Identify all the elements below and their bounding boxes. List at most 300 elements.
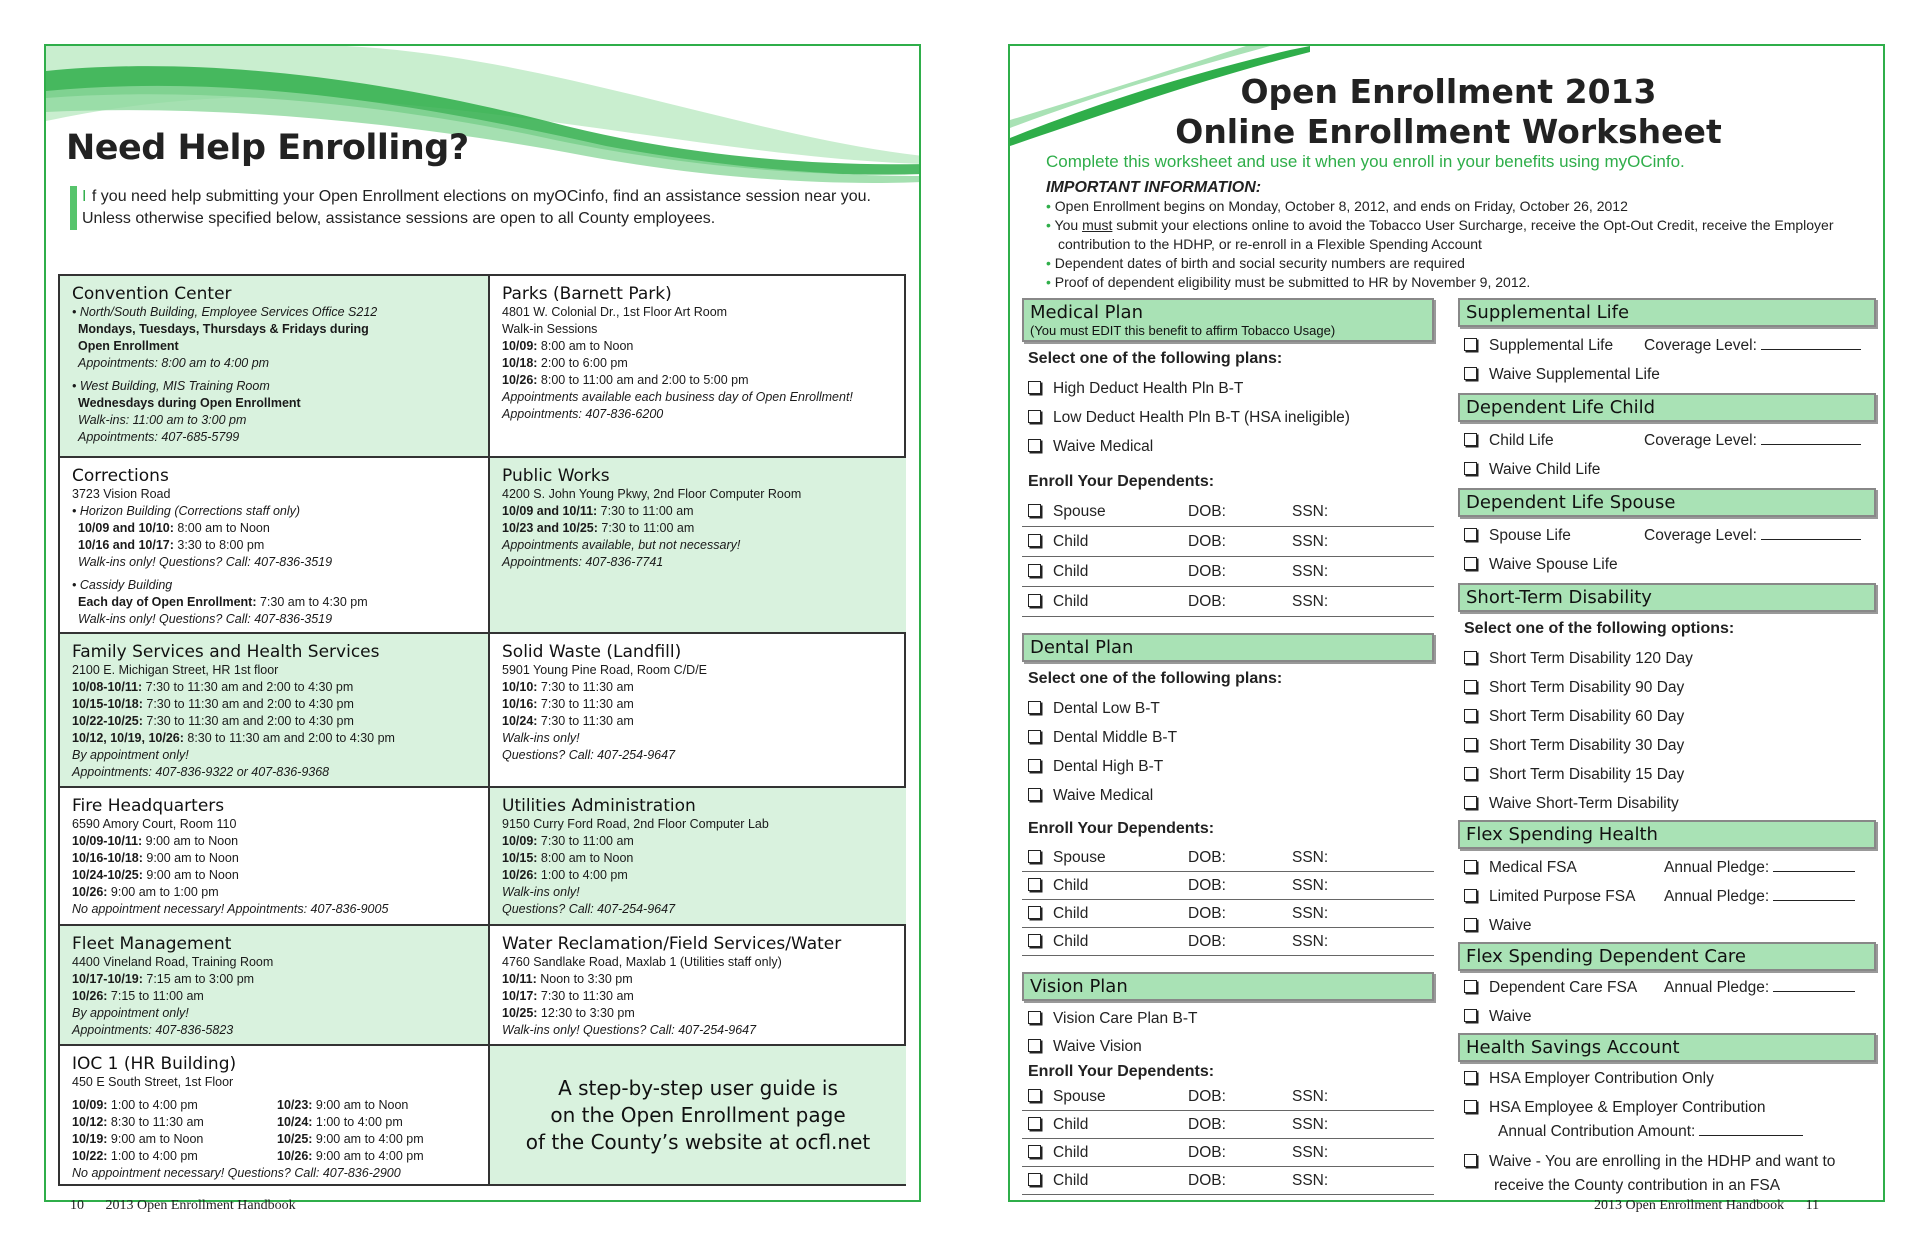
checkbox[interactable]	[1464, 796, 1477, 809]
ssn-field[interactable]: SSN:	[1292, 503, 1329, 520]
option-waive-fsa-health[interactable]	[1458, 911, 1876, 940]
option-label: Spouse Life	[1489, 527, 1571, 544]
session-time: 8:00 am to Noon	[537, 339, 634, 353]
option-hsa-employee-employer[interactable]	[1458, 1096, 1876, 1120]
annual-contribution-field[interactable]	[1458, 1120, 1876, 1144]
session-time: 8:00 am to Noon	[173, 521, 270, 535]
dependent-type: Child	[1053, 593, 1089, 610]
option-medical-fsa[interactable]	[1458, 853, 1876, 882]
session-time: 1:00 to 4:00 pm	[107, 1098, 198, 1112]
vision-dependent-child[interactable]	[1022, 1167, 1434, 1195]
dental-dependent-child[interactable]	[1022, 900, 1434, 928]
checkbox[interactable]	[1464, 338, 1477, 351]
session-line: Walk-ins only!	[502, 731, 580, 745]
enroll-dependents-label: Enroll Your Dependents:	[1028, 820, 1215, 837]
dob-field[interactable]: DOB:	[1188, 563, 1226, 580]
session-line: Wednesdays during Open Enrollment	[78, 396, 301, 410]
bullet: •	[1046, 274, 1051, 290]
medical-dependent-child[interactable]	[1022, 587, 1434, 617]
session-line: • West Building, MIS Training Room	[72, 379, 270, 393]
session-family-services	[60, 634, 490, 788]
dependent-type: Child	[1053, 1116, 1089, 1133]
blank-line	[1699, 1122, 1803, 1136]
checkbox[interactable]	[1028, 850, 1041, 863]
coverage-level-field[interactable]	[1644, 331, 1861, 360]
option-std-120[interactable]	[1458, 644, 1876, 673]
session-parks	[490, 276, 906, 458]
intro-paragraph	[70, 186, 910, 230]
info-emphasis: must	[1082, 217, 1113, 233]
session-line: Appointments: 407-836-7741	[502, 555, 664, 569]
checkbox[interactable]	[1464, 528, 1477, 541]
checkbox[interactable]	[1028, 594, 1041, 607]
ssn-field[interactable]: SSN:	[1292, 1116, 1329, 1133]
info-item: Dependent dates of birth and social security numbers are required	[1054, 255, 1465, 271]
ssn-field[interactable]: SSN:	[1292, 1088, 1329, 1105]
session-line: Questions? Call: 407-254-9647	[502, 748, 676, 762]
annual-pledge-field[interactable]	[1664, 853, 1855, 882]
session-convention-center	[60, 276, 490, 458]
session-time: 8:00 am to Noon	[537, 851, 634, 865]
section-title: Health Savings Account	[1466, 1037, 1680, 1058]
annual-pledge-field[interactable]	[1664, 882, 1855, 911]
option-supplemental-life[interactable]	[1458, 331, 1876, 360]
session-date: 10/23 and 10/25:	[502, 521, 598, 535]
section-title: Medical Plan	[1030, 302, 1143, 323]
session-date: 10/26:	[277, 1149, 313, 1163]
checkbox[interactable]	[1464, 738, 1477, 751]
health-savings-account-header	[1458, 1033, 1876, 1062]
session-time: 9:00 am to Noon	[142, 868, 239, 882]
dependent-type: Child	[1053, 563, 1089, 580]
session-time: 1:00 to 4:00 pm	[107, 1149, 198, 1163]
dob-field[interactable]: DOB:	[1188, 593, 1226, 610]
session-line: Appointments: 8:00 am to 4:00 pm	[78, 356, 270, 370]
option-label: Waive Medical	[1053, 787, 1154, 804]
bullet: •	[1046, 217, 1051, 233]
dob-field[interactable]: DOB:	[1188, 503, 1226, 520]
dob-field[interactable]: DOB:	[1188, 877, 1226, 894]
vision-dependent-child[interactable]	[1022, 1111, 1434, 1139]
session-date: 10/18:	[502, 356, 538, 370]
ssn-field[interactable]: SSN:	[1292, 563, 1329, 580]
checkbox[interactable]	[1028, 504, 1041, 517]
coverage-level-label: Coverage Level:	[1644, 337, 1757, 354]
info-heading: IMPORTANT INFORMATION:	[1046, 179, 1262, 196]
info-item: Open Enrollment begins on Monday, October 8, 2012, and ends on Friday, October 26, 2012	[1054, 198, 1628, 214]
checkbox[interactable]	[1028, 730, 1041, 743]
footer-text: 2013 Open Enrollment Handbook	[1594, 1198, 1785, 1213]
session-date: 10/09:	[72, 1098, 108, 1112]
worksheet-subtitle: Complete this worksheet and use it when you enroll in your benefits using myOCinfo.	[1046, 152, 1685, 171]
session-time: 8:00 to 11:00 am and 2:00 to 5:00 pm	[537, 373, 749, 387]
session-date: 10/12:	[72, 1115, 108, 1129]
session-date: 10/16 and 10/17:	[78, 538, 174, 552]
enroll-dependents-label: Enroll Your Dependents:	[1028, 1063, 1215, 1080]
dependent-type: Spouse	[1053, 1088, 1106, 1105]
checkbox[interactable]	[1464, 918, 1477, 931]
session-line: Appointments: 407-836-5823	[72, 1023, 234, 1037]
checkbox[interactable]	[1028, 788, 1041, 801]
checkbox[interactable]	[1464, 557, 1477, 570]
session-time: 7:30 to 11:00 am	[597, 521, 695, 535]
annual-pledge-field[interactable]	[1664, 973, 1855, 1002]
dependent-type: Child	[1053, 933, 1089, 950]
option-waive-spouse-life[interactable]	[1458, 550, 1876, 579]
checkbox[interactable]	[1028, 701, 1041, 714]
dental-dependent-spouse[interactable]	[1022, 844, 1434, 872]
session-time: 7:15 to 11:00 am	[107, 989, 204, 1003]
session-time: 7:30 am to 4:30 pm	[256, 595, 368, 609]
dependent-type: Child	[1053, 877, 1089, 894]
short-term-disability-header	[1458, 583, 1876, 612]
checkbox[interactable]	[1028, 1089, 1041, 1102]
annual-pledge-label: Annual Pledge:	[1664, 979, 1770, 996]
session-time: 7:30 to 11:00 am	[537, 834, 634, 848]
dependent-type: Child	[1053, 1172, 1089, 1189]
option-label: Waive Supplemental Life	[1489, 366, 1660, 383]
option-label: Dental Low B-T	[1053, 700, 1160, 717]
session-time: 1:00 to 4:00 pm	[537, 868, 628, 882]
option-waive-child-life[interactable]	[1458, 455, 1876, 484]
session-line: By appointment only!	[72, 748, 189, 762]
session-public-works	[490, 458, 906, 634]
ssn-field[interactable]: SSN:	[1292, 905, 1329, 922]
checkbox[interactable]	[1028, 1011, 1041, 1024]
session-line: • North/South Building, Employee Services Office S212	[72, 305, 378, 319]
session-line: Walk-ins only! Questions? Call: 407-254-9647	[502, 1023, 757, 1037]
dependent-type: Spouse	[1053, 503, 1106, 520]
session-line: 9150 Curry Ford Road, 2nd Floor Computer Lab	[502, 817, 769, 831]
guide-line: A step-by-step user guide is	[558, 1075, 838, 1100]
option-label: Waive Spouse Life	[1489, 556, 1618, 573]
option-waive-std[interactable]	[1458, 789, 1876, 818]
option-dental-low[interactable]	[1022, 694, 1434, 723]
coverage-level-label: Coverage Level:	[1644, 432, 1757, 449]
blank-line	[1773, 978, 1855, 992]
session-time: 7:30 to 11:30 am and 2:00 to 4:30 pm	[142, 680, 354, 694]
checkbox[interactable]	[1464, 709, 1477, 722]
session-time: 7:30 to 11:30 am	[537, 697, 634, 711]
annual-pledge-label: Annual Pledge:	[1664, 888, 1770, 905]
section-title: Supplemental Life	[1466, 302, 1630, 323]
session-date: 10/15-10/18:	[72, 697, 143, 711]
checkbox[interactable]	[1028, 1117, 1041, 1130]
session-line: No appointment necessary! Appointments: 407-836-9005	[72, 902, 389, 916]
checkbox[interactable]	[1028, 759, 1041, 772]
option-label: Limited Purpose FSA	[1489, 888, 1636, 905]
ssn-field[interactable]: SSN:	[1292, 1172, 1329, 1189]
footer-text: 2013 Open Enrollment Handbook	[105, 1198, 296, 1213]
session-line: Walk-ins only! Questions? Call: 407-836-3519	[78, 555, 333, 569]
dental-dependent-child[interactable]	[1022, 872, 1434, 900]
option-label: HSA Employee & Employer Contribution	[1489, 1099, 1766, 1116]
section-title: Vision Plan	[1030, 976, 1128, 997]
option-waive-medical[interactable]	[1022, 432, 1434, 461]
option-std-60[interactable]	[1458, 702, 1876, 731]
session-line: Mondays, Tuesdays, Thursdays & Fridays during	[78, 322, 369, 336]
checkbox[interactable]	[1028, 439, 1041, 452]
checkbox[interactable]	[1028, 410, 1041, 423]
option-label: High Deduct Health Pln B-T	[1053, 380, 1244, 397]
dob-field[interactable]: DOB:	[1188, 1116, 1226, 1133]
session-fire-headquarters	[60, 788, 490, 926]
guide-line: of the County’s website at ocfl.net	[525, 1129, 871, 1154]
option-label: Supplemental Life	[1489, 337, 1614, 354]
ssn-field[interactable]: SSN:	[1292, 1144, 1329, 1161]
dob-field[interactable]: DOB:	[1188, 1144, 1226, 1161]
section-title: Dependent Life Spouse	[1466, 492, 1676, 513]
info-item: You	[1054, 217, 1083, 233]
ssn-field[interactable]: SSN:	[1292, 877, 1329, 894]
option-dental-high[interactable]	[1022, 752, 1434, 781]
dob-field[interactable]: DOB:	[1188, 533, 1226, 550]
checkbox[interactable]	[1028, 564, 1041, 577]
option-low-deduct-health[interactable]	[1022, 403, 1434, 432]
session-line: 3723 Vision Road	[72, 487, 171, 501]
option-label: Short Term Disability 15 Day	[1489, 766, 1685, 783]
option-high-deduct-health[interactable]	[1022, 374, 1434, 403]
session-line: 4200 S. John Young Pkwy, 2nd Floor Computer Room	[502, 487, 802, 501]
checkbox[interactable]	[1028, 1173, 1041, 1186]
annual-contribution-label: Annual Contribution Amount:	[1498, 1123, 1696, 1140]
dob-field[interactable]: DOB:	[1188, 933, 1226, 950]
dob-field[interactable]: DOB:	[1188, 1172, 1226, 1189]
session-corrections	[60, 458, 490, 634]
ssn-field[interactable]: SSN:	[1292, 533, 1329, 550]
vision-plan-header	[1022, 972, 1434, 1001]
session-line: Appointments available each business day of Open Enrollment!	[502, 390, 853, 404]
option-label: Medical FSA	[1489, 859, 1577, 876]
session-line: Walk-ins only!	[502, 885, 580, 899]
session-line: Walk-in Sessions	[502, 322, 598, 336]
option-limited-purpose-fsa[interactable]	[1458, 882, 1876, 911]
checkbox[interactable]	[1028, 381, 1041, 394]
option-label: Waive Short-Term Disability	[1489, 795, 1679, 812]
session-title: Fleet Management	[72, 934, 232, 954]
option-child-life[interactable]	[1458, 426, 1876, 455]
session-title: Family Services and Health Services	[72, 642, 380, 662]
title-line-1: Open Enrollment 2013	[1240, 72, 1657, 111]
session-time: 1:00 to 4:00 pm	[312, 1115, 403, 1129]
checkbox[interactable]	[1028, 1039, 1041, 1052]
option-label: Waive - You are enrolling in the HDHP and want to	[1489, 1153, 1836, 1170]
option-hsa-waive[interactable]	[1458, 1150, 1876, 1174]
session-line: 6590 Amory Court, Room 110	[72, 817, 237, 831]
checkbox[interactable]	[1028, 906, 1041, 919]
session-time: 12:30 to 3:30 pm	[537, 1006, 635, 1020]
session-date: 10/15:	[502, 851, 538, 865]
session-title: Public Works	[502, 466, 610, 486]
session-date: 10/09 and 10/10:	[78, 521, 174, 535]
checkbox[interactable]	[1464, 651, 1477, 664]
coverage-level-label: Coverage Level:	[1644, 527, 1757, 544]
option-label: Waive Vision	[1053, 1038, 1142, 1055]
checkbox[interactable]	[1464, 433, 1477, 446]
session-date: 10/22-10/25:	[72, 714, 143, 728]
option-dental-waive[interactable]	[1022, 781, 1434, 810]
session-utilities-administration	[490, 788, 906, 926]
session-date: 10/12, 10/19, 10/26:	[72, 731, 184, 745]
session-time: 8:30 to 11:30 am and 2:00 to 4:30 pm	[183, 731, 395, 745]
checkbox[interactable]	[1464, 767, 1477, 780]
coverage-level-field[interactable]	[1644, 521, 1861, 550]
session-line: Walk-ins: 11:00 am to 3:00 pm	[78, 413, 247, 427]
option-spouse-life[interactable]	[1458, 521, 1876, 550]
session-date: 10/09:	[502, 339, 538, 353]
session-date: 10/16:	[502, 697, 538, 711]
session-date: 10/17-10/19:	[72, 972, 143, 986]
session-line: Appointments: 407-836-9322 or 407-836-9368	[72, 765, 330, 779]
session-line: Walk-ins only! Questions? Call: 407-836-3519	[78, 612, 333, 626]
session-date: 10/24:	[502, 714, 538, 728]
option-std-90[interactable]	[1458, 673, 1876, 702]
checkbox[interactable]	[1464, 1071, 1477, 1084]
coverage-level-field[interactable]	[1644, 426, 1861, 455]
info-item: submit your elections online to avoid the Tobacco User Surcharge, receive the Opt-Out Credit, receive the Employer contribution to the HDHP, or re-enroll in a Flexible Spending Account	[1058, 217, 1834, 252]
checkbox[interactable]	[1464, 1154, 1477, 1167]
option-waive-supplemental-life[interactable]	[1458, 360, 1876, 389]
section-title: Short-Term Disability	[1466, 587, 1652, 608]
dental-plan-header	[1022, 633, 1434, 662]
option-label: Vision Care Plan B-T	[1053, 1010, 1198, 1027]
option-std-15[interactable]	[1458, 760, 1876, 789]
session-time: 7:15 am to 3:00 pm	[142, 972, 255, 986]
option-vision-care[interactable]	[1022, 1005, 1434, 1033]
option-label: Short Term Disability 60 Day	[1489, 708, 1685, 725]
session-ioc-1	[60, 1046, 490, 1184]
section-title: Dental Plan	[1030, 637, 1134, 658]
blank-line	[1773, 887, 1855, 901]
dependent-type: Child	[1053, 1144, 1089, 1161]
dob-field[interactable]: DOB:	[1188, 849, 1226, 866]
session-time: 7:30 to 11:30 am and 2:00 to 4:30 pm	[142, 697, 354, 711]
vision-dependent-spouse[interactable]	[1022, 1083, 1434, 1111]
vision-dependent-child[interactable]	[1022, 1139, 1434, 1167]
session-time: 9:00 am to 4:00 pm	[312, 1132, 424, 1146]
title-line-2: Online Enrollment Worksheet	[1175, 112, 1722, 151]
dob-field[interactable]: DOB:	[1188, 1088, 1226, 1105]
assistance-sessions-grid	[58, 274, 906, 1186]
session-time: 7:30 to 11:30 am and 2:00 to 4:30 pm	[142, 714, 354, 728]
session-date: 10/25:	[502, 1006, 538, 1020]
session-date: 10/26:	[72, 989, 108, 1003]
bullet: •	[1046, 255, 1051, 271]
medical-dependent-spouse[interactable]	[1022, 497, 1434, 527]
session-line: Appointments: 407-836-6200	[502, 407, 664, 421]
session-date: 10/09:	[502, 834, 538, 848]
session-time: 8:30 to 11:30 am	[107, 1115, 204, 1129]
dental-dependent-child[interactable]	[1022, 928, 1434, 956]
checkbox[interactable]	[1464, 889, 1477, 902]
session-time: 7:30 to 11:30 am	[537, 714, 634, 728]
session-date: 10/24-10/25:	[72, 868, 143, 882]
option-waive-fsa-dependent[interactable]	[1458, 1002, 1876, 1031]
session-date: 10/17:	[502, 989, 538, 1003]
checkbox[interactable]	[1028, 1145, 1041, 1158]
annual-pledge-label: Annual Pledge:	[1664, 859, 1770, 876]
session-line: Questions? Call: 407-254-9647	[502, 902, 676, 916]
user-guide-callout	[490, 1046, 906, 1184]
option-label: Short Term Disability 120 Day	[1489, 650, 1693, 667]
ssn-field[interactable]: SSN:	[1292, 849, 1329, 866]
checkbox[interactable]	[1464, 462, 1477, 475]
option-label: HSA Employer Contribution Only	[1489, 1070, 1714, 1087]
session-title: Corrections	[72, 466, 169, 486]
dob-field[interactable]: DOB:	[1188, 905, 1226, 922]
option-label-continued: receive the County contribution in an FSA	[1494, 1177, 1781, 1194]
session-date: 10/16-10/18:	[72, 851, 143, 865]
medical-dependent-child[interactable]	[1022, 527, 1434, 557]
checkbox[interactable]	[1028, 878, 1041, 891]
checkbox[interactable]	[1464, 1100, 1477, 1113]
section-note: (You must EDIT this benefit to affirm Tobacco Usage)	[1030, 323, 1336, 338]
session-date: 10/10:	[502, 680, 538, 694]
option-std-30[interactable]	[1458, 731, 1876, 760]
session-time: 9:00 am to Noon	[312, 1098, 409, 1112]
session-line: 450 E South Street, 1st Floor	[72, 1075, 234, 1089]
option-label: Waive Child Life	[1489, 461, 1601, 478]
session-title: Utilities Administration	[502, 796, 696, 816]
flex-spending-dependent-care-header	[1458, 942, 1876, 971]
session-water-reclamation	[490, 926, 906, 1046]
ssn-field[interactable]: SSN:	[1292, 933, 1329, 950]
checkbox[interactable]	[1028, 934, 1041, 947]
ssn-field[interactable]: SSN:	[1292, 593, 1329, 610]
section-title: Flex Spending Dependent Care	[1466, 946, 1747, 967]
important-information	[1046, 178, 1876, 292]
option-label: Dependent Care FSA	[1489, 979, 1638, 996]
option-dental-middle[interactable]	[1022, 723, 1434, 752]
intro-initial: I	[82, 188, 87, 205]
worksheet-left-column	[1022, 298, 1434, 1195]
dependent-type: Child	[1053, 533, 1089, 550]
option-hsa-employer-only[interactable]	[1458, 1064, 1876, 1093]
checkbox[interactable]	[1464, 680, 1477, 693]
session-title: Convention Center	[72, 284, 232, 304]
session-time: 7:30 to 11:30 am	[537, 680, 634, 694]
option-label: Waive	[1489, 917, 1532, 934]
session-line: 4801 W. Colonial Dr., 1st Floor Art Room	[502, 305, 728, 319]
page-number: 10	[70, 1198, 84, 1213]
ioc-schedule	[72, 1097, 476, 1165]
blank-line	[1761, 526, 1861, 540]
left-footer	[70, 1198, 296, 1214]
checkbox[interactable]	[1464, 367, 1477, 380]
session-time: 9:00 am to 4:00 pm	[312, 1149, 424, 1163]
blank-line	[1761, 431, 1861, 445]
session-line: 4400 Vineland Road, Training Room	[72, 955, 274, 969]
session-fleet-management	[60, 926, 490, 1046]
session-solid-waste	[490, 634, 906, 788]
session-date: 10/26:	[72, 885, 108, 899]
session-time: Noon to 3:30 pm	[536, 972, 633, 986]
dependent-type: Child	[1053, 905, 1089, 922]
session-title: IOC 1 (HR Building)	[72, 1054, 237, 1074]
session-date: 10/09 and 10/11:	[502, 504, 598, 518]
medical-dependent-child[interactable]	[1022, 557, 1434, 587]
blank-line	[1761, 336, 1861, 350]
option-dependent-care-fsa[interactable]	[1458, 973, 1876, 1002]
checkbox[interactable]	[1464, 860, 1477, 873]
worksheet-right-column	[1458, 298, 1876, 1198]
page-title: Need Help Enrolling?	[66, 128, 469, 168]
checkbox[interactable]	[1464, 1009, 1477, 1022]
option-waive-vision[interactable]	[1022, 1033, 1434, 1061]
checkbox[interactable]	[1028, 534, 1041, 547]
checkbox[interactable]	[1464, 980, 1477, 993]
session-date: 10/11:	[502, 972, 537, 986]
